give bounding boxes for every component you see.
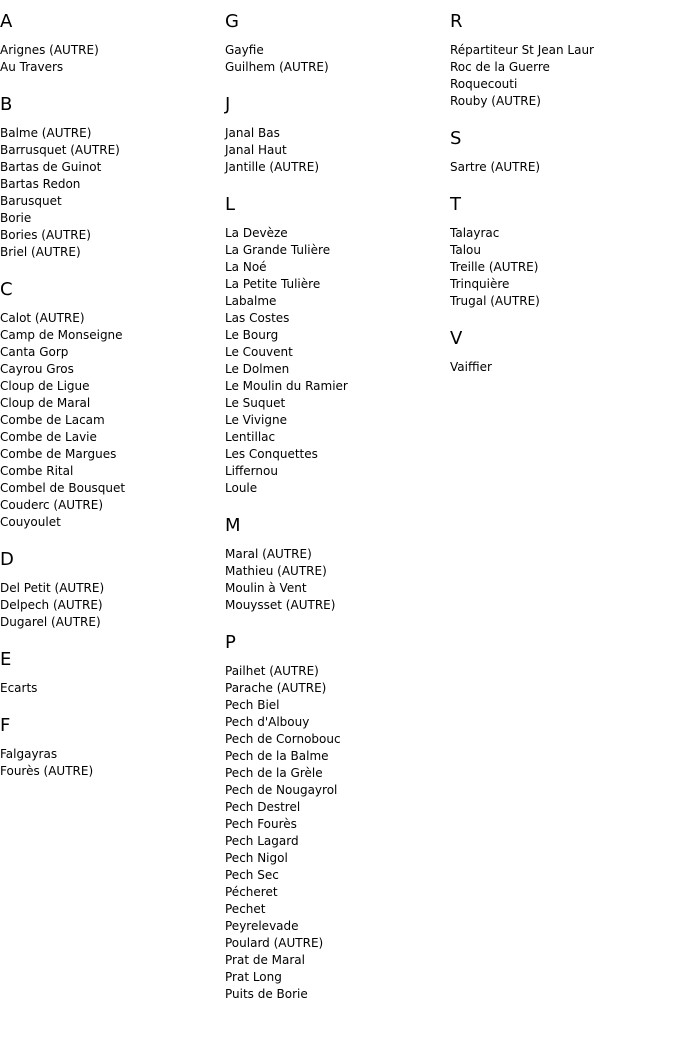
place-list-item[interactable]: Le Vivigne [225,413,287,427]
place-list-item[interactable]: Poulard (AUTRE) [225,936,324,950]
letter-heading: D [0,549,14,570]
letter-heading: T [450,194,461,215]
place-list-item[interactable]: Del Petit (AUTRE) [0,581,105,595]
place-list [225,42,450,76]
letter-section-s [450,128,675,176]
place-list-item[interactable]: Janal Haut [225,143,287,157]
place-list [225,663,450,1003]
letter-heading: G [225,11,239,32]
place-list-item[interactable]: Calot (AUTRE) [0,311,85,325]
place-list-item[interactable]: Pech Fourès [225,817,297,831]
place-list-item[interactable]: Le Couvent [225,345,293,359]
place-list-item[interactable]: Canta Gorp [0,345,69,359]
place-list-item[interactable]: La Devèze [225,226,288,240]
place-list-item[interactable]: Au Travers [0,60,64,74]
place-list-item[interactable]: Cloup de Ligue [0,379,90,393]
place-list [450,225,675,310]
index-column-1 [0,0,225,780]
letter-section-d [0,549,225,631]
place-list [0,310,225,531]
place-list-item[interactable]: Talou [450,243,481,257]
place-list-item[interactable]: Barrusquet (AUTRE) [0,143,120,157]
place-list-item[interactable]: Camp de Monseigne [0,328,123,342]
place-list-item[interactable]: Loule [225,481,258,495]
place-list-item[interactable]: Pech de Nougayrol [225,783,338,797]
place-list [0,680,225,697]
place-list-item[interactable]: Falgayras [0,747,58,761]
place-list-item[interactable]: Balme (AUTRE) [0,126,92,140]
place-list-item[interactable]: Bartas Redon [0,177,81,191]
letter-heading: J [225,94,231,115]
place-list [450,159,675,176]
place-list [450,359,675,376]
place-list-item[interactable]: Le Moulin du Ramier [225,379,348,393]
letter-heading: C [0,279,13,300]
place-list-item[interactable]: Pech Destrel [225,800,301,814]
place-list-item[interactable]: Pechet [225,902,266,916]
index-column-3 [450,0,675,376]
place-list-item[interactable]: Puits de Borie [225,987,308,1001]
place-list-item[interactable]: Talayrac [450,226,500,240]
place-list-item[interactable]: Le Suquet [225,396,286,410]
place-list-item[interactable]: Maral (AUTRE) [225,547,312,561]
place-list-item[interactable]: Roquecouti [450,77,518,91]
index-column-2 [225,0,450,1003]
letter-section-t [450,194,675,310]
place-list-item[interactable]: Trinquière [450,277,510,291]
place-list [225,225,450,497]
place-list-item[interactable]: Treille (AUTRE) [450,260,539,274]
place-list-item[interactable]: Moulin à Vent [225,581,307,595]
place-list-item[interactable]: Pech de la Grèle [225,766,323,780]
letter-section-c [0,279,225,531]
letter-heading: V [450,328,463,349]
letter-section-r [450,11,675,110]
place-list-item[interactable]: Lentillac [225,430,276,444]
place-list-item[interactable]: Liffernou [225,464,278,478]
place-list-item[interactable]: Combe de Lavie [0,430,97,444]
letter-heading: E [0,649,12,670]
place-list-item[interactable]: Pech Lagard [225,834,299,848]
place-list-item[interactable]: Couyoulet [0,515,61,529]
place-list-item[interactable]: Couderc (AUTRE) [0,498,104,512]
place-list-item[interactable]: Barusquet [0,194,62,208]
place-list-item[interactable]: Borie [0,211,32,225]
letter-section-m [225,515,450,614]
place-list-item[interactable]: Delpech (AUTRE) [0,598,103,612]
place-list [450,42,675,110]
place-list-item[interactable]: Rouby (AUTRE) [450,94,541,108]
letter-heading: P [225,632,236,653]
place-list-item[interactable]: Combe de Margues [0,447,117,461]
letter-heading: B [0,94,13,115]
place-list-item[interactable]: Dugarel (AUTRE) [0,615,101,629]
place-list-item[interactable]: Pech de Cornobouc [225,732,341,746]
letter-section-b [0,94,225,261]
place-list [0,580,225,631]
place-list-item[interactable]: La Noé [225,260,267,274]
place-list-item[interactable]: Gayfie [225,43,264,57]
place-list-item[interactable]: Trugal (AUTRE) [450,294,540,308]
letter-heading: A [0,11,13,32]
place-list [225,546,450,614]
place-list-item[interactable]: Cloup de Maral [0,396,91,410]
place-list-item[interactable]: Pech Biel [225,698,280,712]
letter-heading: F [0,715,11,736]
letter-section-f [0,715,225,780]
place-list-item[interactable]: Ecarts [0,681,38,695]
place-list [0,746,225,780]
place-list-item[interactable]: Pech d'Albouy [225,715,310,729]
place-list-item[interactable]: Fourès (AUTRE) [0,764,94,778]
place-list-item[interactable]: Le Bourg [225,328,279,342]
place-list-item[interactable]: Labalme [225,294,277,308]
letter-section-j [225,94,450,176]
letter-section-v [450,328,675,376]
letter-heading: S [450,128,462,149]
letter-heading: L [225,194,236,215]
place-list-item[interactable]: Pech de la Balme [225,749,329,763]
letter-section-a [0,11,225,76]
place-list-item[interactable]: Le Dolmen [225,362,290,376]
place-list-item[interactable]: Les Conquettes [225,447,318,461]
letter-heading: R [450,11,463,32]
place-list-item[interactable]: Cayrou Gros [0,362,74,376]
place-list-item[interactable]: Bartas de Guinot [0,160,102,174]
place-list-item[interactable]: Pécheret [225,885,278,899]
place-list-item[interactable]: Las Costes [225,311,290,325]
letter-section-g [225,11,450,76]
place-list-item[interactable]: Jantille (AUTRE) [225,160,320,174]
place-list-item[interactable]: Roc de la Guerre [450,60,550,74]
place-list-item[interactable]: Arignes (AUTRE) [0,43,99,57]
place-list-item[interactable]: La Grande Tulière [225,243,331,257]
place-list-item[interactable]: Parache (AUTRE) [225,681,327,695]
place-list-item[interactable]: Peyrelevade [225,919,299,933]
letter-heading: M [225,515,241,536]
place-list [0,42,225,76]
place-list-item[interactable]: Pech Nigol [225,851,288,865]
place-list-item[interactable]: Vaiffier [450,360,492,374]
place-list-item[interactable]: Combel de Bousquet [0,481,126,495]
letter-section-p [225,632,450,1003]
place-list-item[interactable]: Guilhem (AUTRE) [225,60,329,74]
place-list-item[interactable]: Mathieu (AUTRE) [225,564,327,578]
place-list-item[interactable]: Répartiteur St Jean Laur [450,43,594,57]
place-list-item[interactable]: Mouysset (AUTRE) [225,598,336,612]
place-list-item[interactable]: Prat Long [225,970,282,984]
letter-section-l [225,194,450,497]
place-list-item[interactable]: Prat de Maral [225,953,305,967]
place-list-item[interactable]: Pech Sec [225,868,279,882]
place-list-item[interactable]: Briel (AUTRE) [0,245,81,259]
place-list [225,125,450,176]
place-list-item[interactable]: Pailhet (AUTRE) [225,664,319,678]
place-list-item[interactable]: Combe Rital [0,464,74,478]
place-list [0,125,225,261]
place-list-item[interactable]: Bories (AUTRE) [0,228,91,242]
letter-section-e [0,649,225,697]
place-list-item[interactable]: Sartre (AUTRE) [450,160,541,174]
place-list-item[interactable]: Combe de Lacam [0,413,105,427]
place-list-item[interactable]: La Petite Tulière [225,277,321,291]
place-list-item[interactable]: Janal Bas [225,126,280,140]
